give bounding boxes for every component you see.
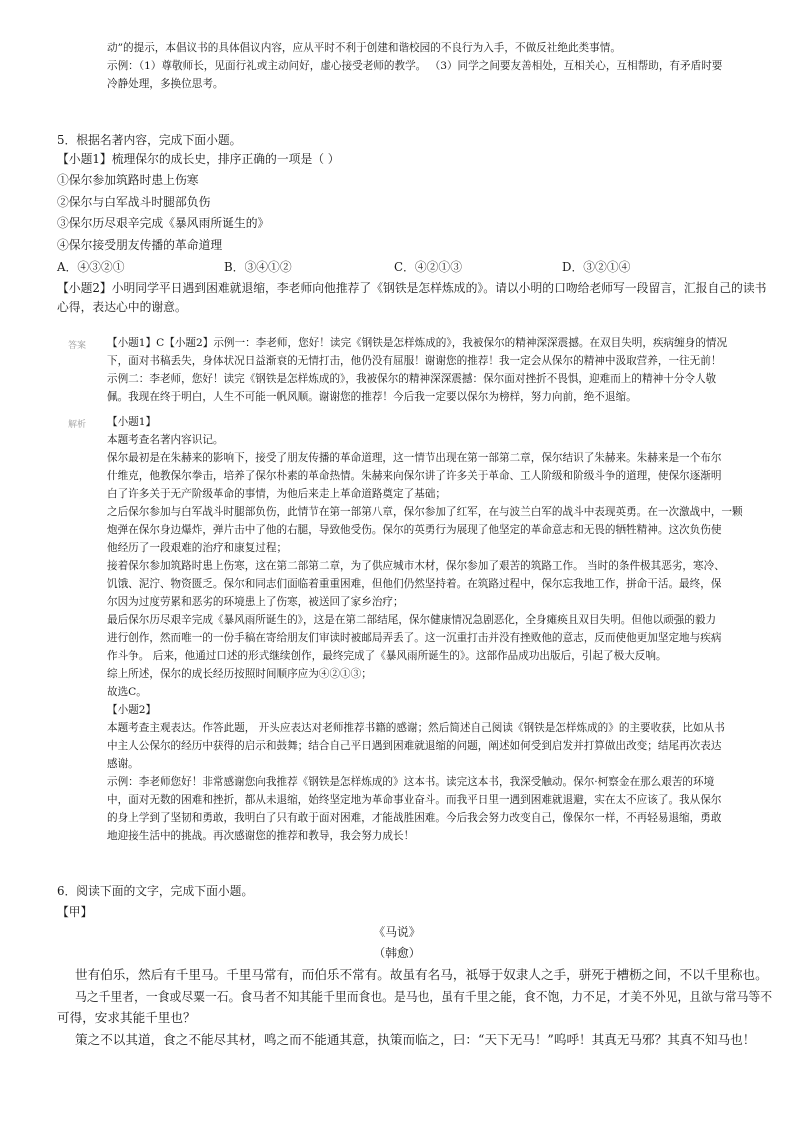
analysis-line: 本题考查名著内容识记。 (107, 434, 224, 446)
item-1: ①保尔参加筑路时患上伤寒 (57, 173, 199, 187)
passage-line: 策之不以其道，食之不能尽其材，鸣之而不能通其意，执策而临之，曰：“天下无马！”呜呼！其真无马邪？其真不知马也！ (75, 1032, 756, 1047)
analysis-line: 尔因为过度劳累和恶劣的环境患上了伤寒，被送回了家乡治疗； (107, 596, 404, 608)
analysis-line: 本题考查主观表达。作答此题， 开头应表达对老师推荐书籍的感谢；然后简述自己阅读《钢铁是怎样炼成的》的主要收获，比如从书 (107, 722, 725, 734)
analysis-line: 的身上学到了坚韧和勇敢，我明白了只有敢于面对困难，才能战胜困难。今后我会努力改变自己，像保尔一样，不再轻易退缩，勇敢 (107, 812, 722, 824)
option-d: D．③②①④ (562, 260, 631, 274)
analysis-line: 炮弹在保尔身边爆炸，弹片击中了他的右腿，导致他受伤。保尔的英勇行为展现了他坚定的革命意志和无畏的牺牲精神。这次负伤使 (107, 524, 722, 536)
sub-question-2: 【小题2】小明同学平日遇到困难就退缩，李老师向他推荐了《钢铁是怎样炼成的》。请以小明的口吻给老师写一段留言，汇报自己的读书 (57, 281, 767, 295)
analysis-tag: 解析 (68, 420, 87, 430)
analysis-line: 故选C。 (107, 686, 147, 698)
sub-question-1: 【小题1】梳理保尔的成长史，排序正确的一项是（ ） (57, 152, 340, 166)
answer-line: 示例二：李老师，您好！读完《钢铁是怎样炼成的》，我被保尔的精神深深震撼：保尔面对挫折不畏惧，迎难而上的精神十分令人敬 (107, 373, 717, 385)
analysis-line: 作斗争。 后来，他通过口述的形式继续创作，最终完成了《暴风雨所诞生的》。这部作品成功出版后，引起了极大反响。 (107, 650, 667, 662)
option-a: A．④③②① (57, 260, 125, 274)
analysis-line: 什维克，他教保尔拳击，培养了保尔朴素的革命热情。朱赫来向保尔讲了许多关于革命、工人阶级和阶级斗争的道理，使保尔逐渐明 (107, 470, 722, 482)
passage-label: 【甲】 (57, 905, 93, 919)
text-line: 示例：（1）尊敬师长，见面行礼或主动问好，虚心接受老师的教学。 （3）同学之间要友善相处，互相关心，互相帮助，有矛盾时要 (107, 60, 723, 72)
passage-author: （韩愈） (373, 946, 421, 960)
answer-line: 下，面对书稿丢失，身体状况日益渐衰的无情打击，他仍没有屈服！谢谢您的推荐！我一定会从保尔的精神中汲取营养，一往无前！ (107, 355, 722, 367)
question-stem: 6．阅读下面的文字，完成下面小题。 (57, 884, 254, 898)
answer-tag: 答案 (68, 341, 87, 351)
analysis-line: 保尔最初是在朱赫来的影响下，接受了朋友传播的革命道理，这一情节出现在第一部第二章，保尔结识了朱赫来。朱赫来是一个布尔 (107, 452, 722, 464)
analysis-line: 【小题2】 (107, 704, 157, 716)
passage-title: 《马说》 (373, 925, 421, 939)
analysis-line: 综上所述，保尔的成长经历按照时间顺序应为④②①③； (107, 668, 372, 680)
answer-line: 佩。我现在终于明白，人生不可能一帆风顺。谢谢您的推荐！今后我一定要以保尔为榜样，努力向前，绝不退缩。 (107, 391, 637, 403)
analysis-line: 最后保尔历尽艰辛完成《暴风雨所诞生的》，这是在第二部结尾，保尔健康情况急剧恶化，全身瘫痪且双目失明。但他以顽强的毅力 (107, 614, 717, 626)
passage-line: 马之千里者，一食或尽粟一石。食马者不知其能千里而食也。是马也，虽有千里之能，食不饱，力不足，才美不外见，且欲与常马等不 (75, 989, 773, 1004)
item-2: ②保尔与白军战斗时腿部负伤 (57, 195, 211, 209)
item-3: ③保尔历尽艰辛完成《暴风雨所诞生的》 (57, 216, 270, 230)
analysis-line: 示例：李老师您好！非常感谢您向我推荐《钢铁是怎样炼成的》这本书。读完这本书，我深受触动。保尔·柯察金在那么艰苦的环境 (107, 776, 715, 788)
analysis-line: 白了许多关于无产阶级革命的事情，为他后来走上革命道路奠定了基础； (107, 488, 446, 500)
question-stem: 5．根据名著内容，完成下面小题。 (57, 133, 242, 147)
option-b: B．③④①② (224, 260, 292, 274)
analysis-line: 接着保尔参加筑路时患上伤寒，这在第二部第二章，为了供应城市木材，保尔参加了艰苦的筑路工作。 当时的条件极其恶劣，寒冷、 (107, 560, 725, 572)
analysis-line: 之后保尔参加与白军战斗时腿部负伤，此情节在第一部第八章，保尔参加了红军，在与波兰白军的战斗中表现英勇。在一次激战中，一颗 (107, 506, 743, 518)
passage-line: 世有伯乐，然后有千里马。千里马常有，而伯乐不常有。故虽有名马，祗辱于奴隶人之手，骈死于槽枥之间，不以千里称也。 (75, 967, 768, 982)
analysis-line: 感谢。 (107, 758, 139, 770)
analysis-line: 地迎接生活中的挑战。再次感谢您的推荐和教导，我会努力成长！ (107, 830, 415, 842)
option-c: C．④②①③ (394, 260, 463, 274)
answer-line: 【小题1】C【小题2】示例一：李老师，您好！读完《钢铁是怎样炼成的》，我被保尔的精神深深震撼。在双目失明，疾病缠身的情况 (107, 337, 728, 349)
sub-question-2-cont: 心得，表达心中的谢意。 (57, 300, 187, 314)
analysis-line: 他经历了一段艰难的治疗和康复过程； (107, 542, 288, 554)
passage-line: 可得，安求其能千里也？ (57, 1010, 196, 1025)
analysis-line: 【小题1】 (107, 416, 157, 428)
analysis-line: 饥饿、泥泞、物资匮乏。保尔和同志们面临着重重困难，但他们仍然坚持着。在筑路过程中，保尔忘我地工作，拼命干活。最终，保 (107, 578, 722, 590)
analysis-line: 进行创作，然而唯一的一份手稿在寄给朋友们审读时被邮局弄丢了。这一沉重打击并没有挫败他的意志，反而使他更加坚定地与疾病 (107, 632, 722, 644)
item-4: ④保尔接受朋友传播的革命道理 (57, 238, 223, 252)
analysis-line: 中，面对无数的困难和挫折，都从未退缩，始终坚定地为革命事业奋斗。而我平日里一遇到困难就退避，实在太不应该了。我从保尔 (107, 794, 722, 806)
text-line: 冷静处理，多换位思考。 (107, 78, 224, 90)
analysis-line: 中主人公保尔的经历中获得的启示和鼓舞；结合自己平日遇到困难就退缩的问题，阐述如何受到启发并打算做出改变；结尾再次表达 (107, 740, 722, 752)
text-line: 动”的提示，本倡议书的具体倡议内容，应从平时不利于创建和谐校园的不良行为入手，不做反社绝此类事情。 (107, 42, 621, 54)
